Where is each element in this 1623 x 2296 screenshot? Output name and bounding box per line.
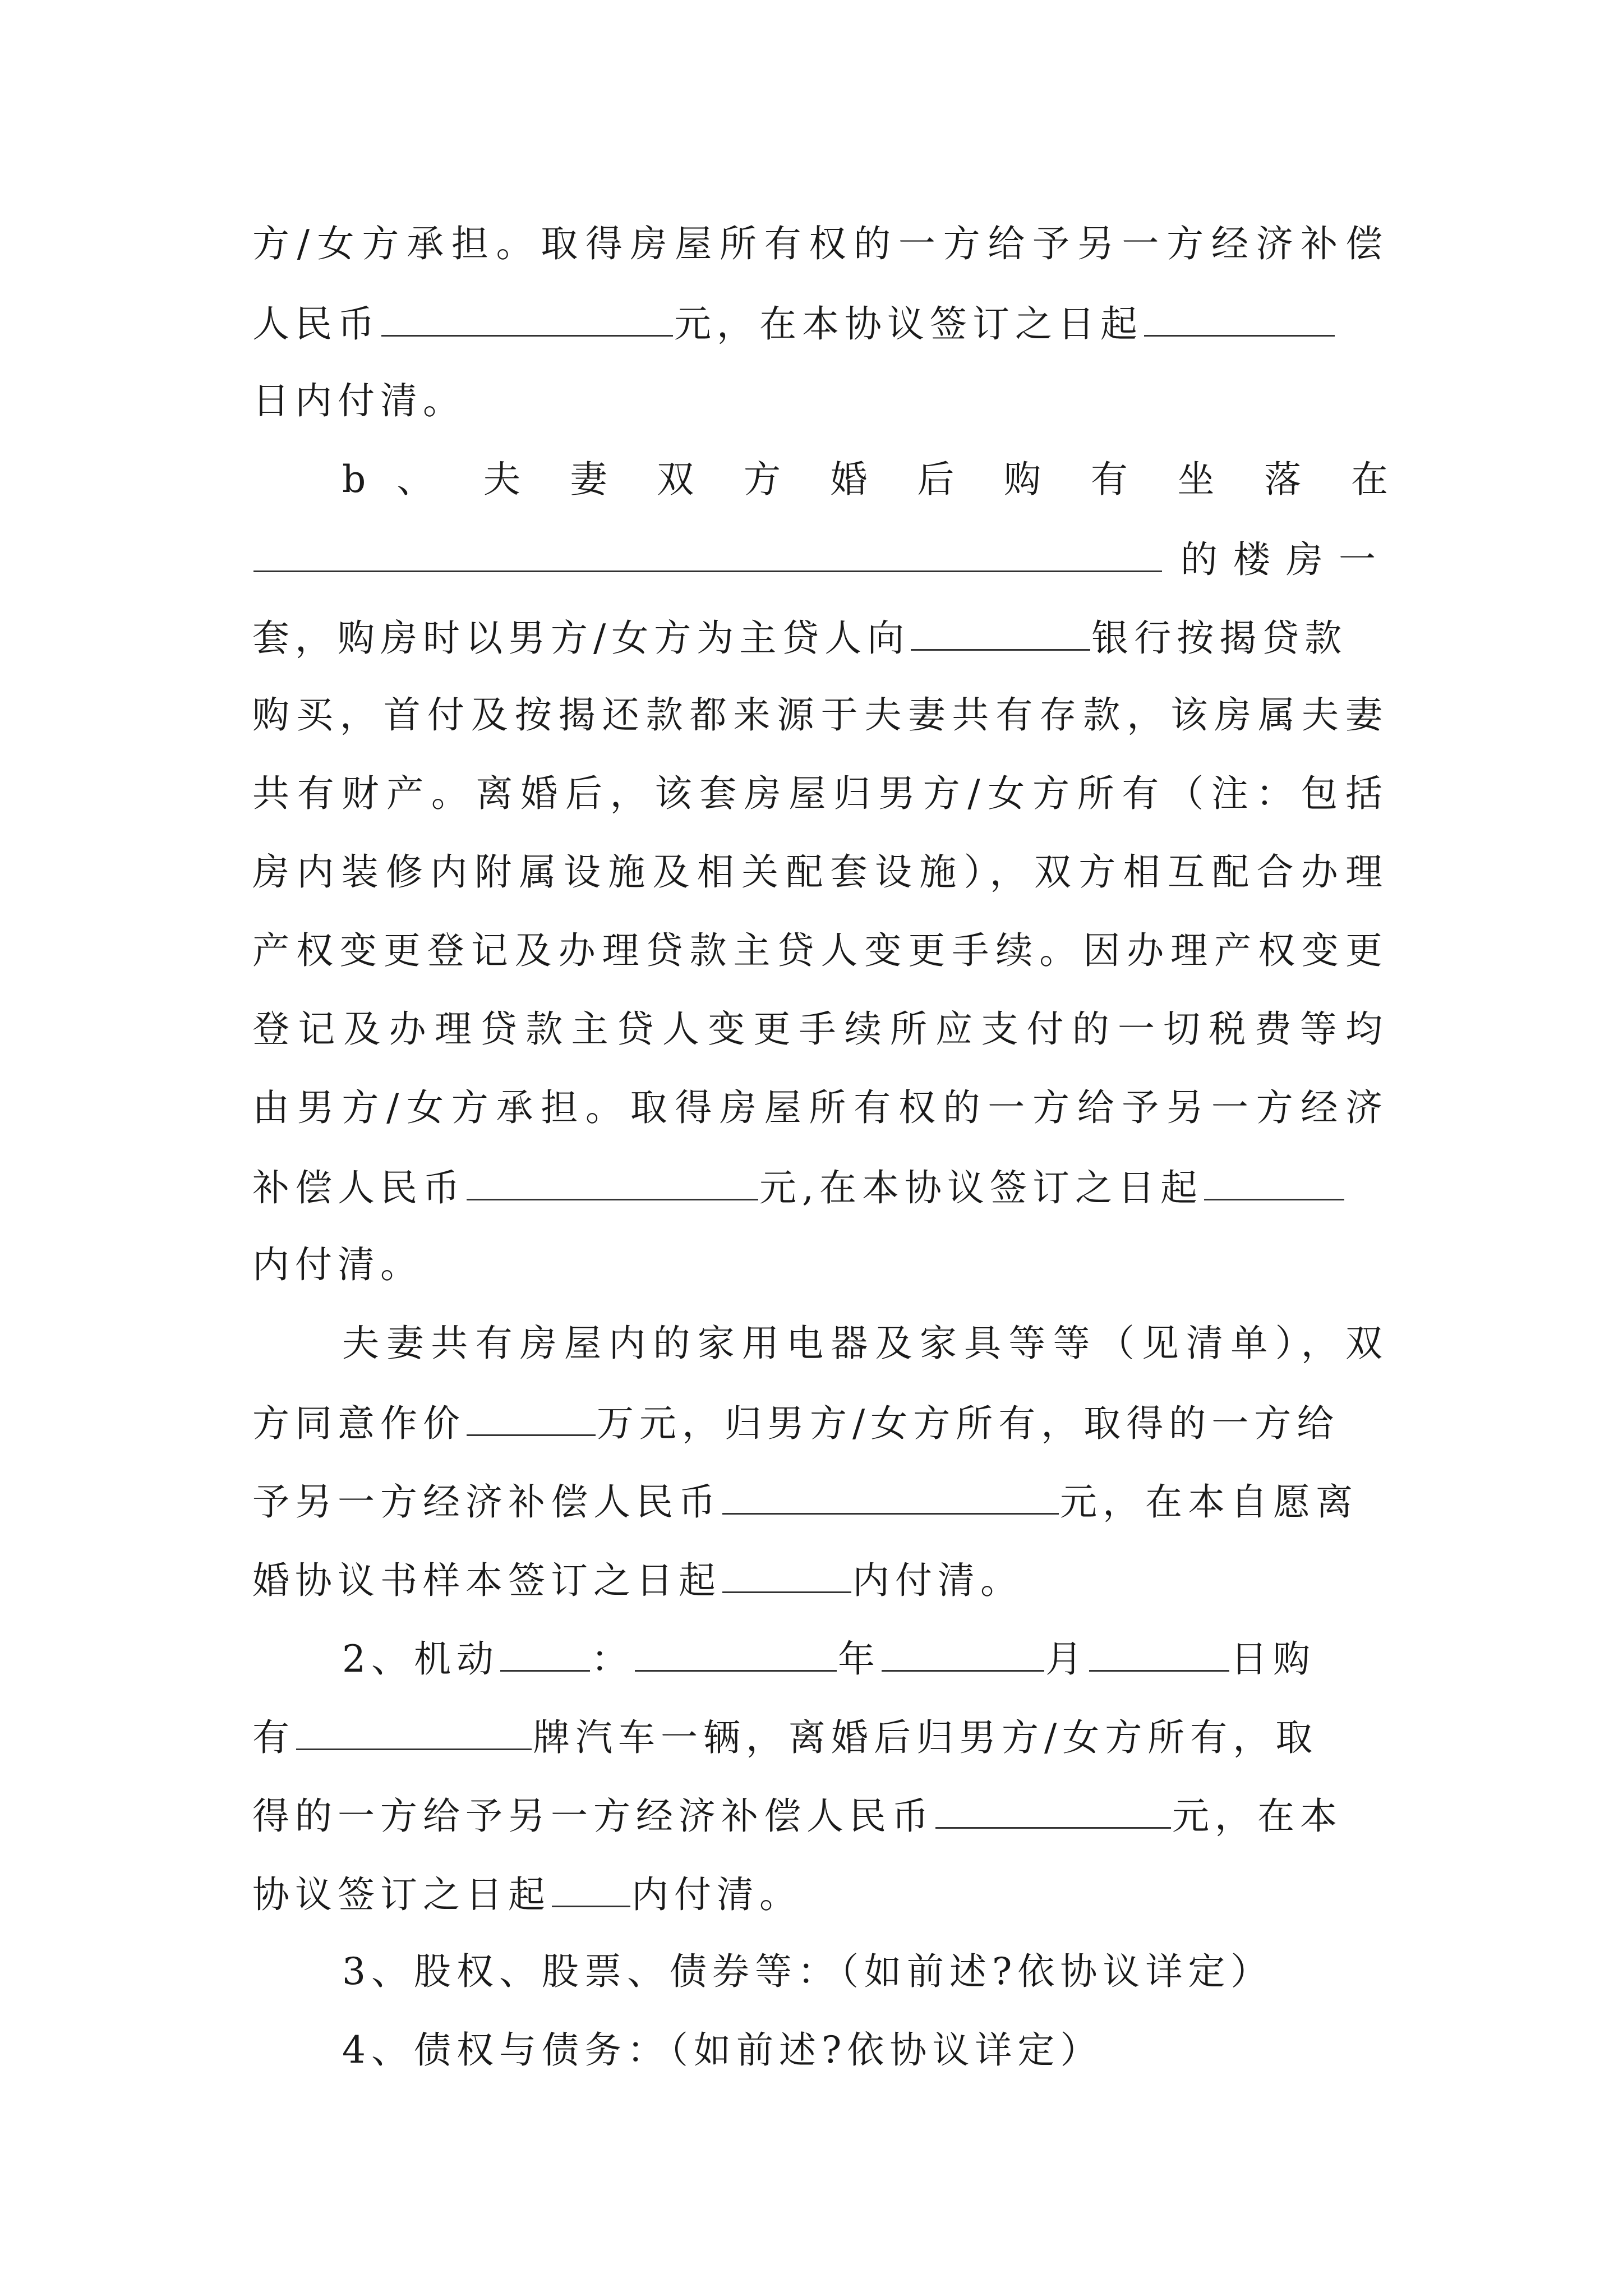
fill-blank <box>722 1478 1059 1515</box>
fill-blank <box>467 1400 596 1436</box>
fill-blank <box>1089 1635 1229 1672</box>
text-line: 登记及办理贷款主贷人变更手续所应支付的一切税费等均 <box>252 1007 1388 1051</box>
text-line: 内付清。 <box>252 1243 423 1286</box>
fill-blank <box>253 536 1162 572</box>
text-line: 有 牌汽车一辆，离婚后归男方/女方所有，取 <box>252 1714 1388 1760</box>
text-line: 予另一方经济补偿人民币 元，在本自愿离 <box>252 1478 1388 1525</box>
text-line: 产权变更登记及办理贷款主贷人变更手续。因办理产权变更 <box>252 929 1388 972</box>
text-line: 得的一方给予另一方经济补偿人民币 元，在本 <box>252 1792 1388 1839</box>
fill-blank <box>722 1557 851 1593</box>
text-line: 夫妻共有房屋内的家用电器及家具等等（见清单），双 <box>342 1322 1388 1365</box>
fill-blank <box>552 1871 630 1907</box>
text-line: 4、债权与债务：（如前述?依协议详定） <box>342 2028 1103 2072</box>
text-line: 日内付清。 <box>252 379 465 422</box>
fill-blank <box>911 614 1090 651</box>
fill-blank <box>1204 1164 1344 1200</box>
text-line: b 、 夫 妻 双 方 婚 后 购 有 坐 落 在 <box>342 458 1388 501</box>
fill-blank <box>381 300 673 337</box>
fill-blank <box>467 1164 758 1200</box>
fill-blank <box>500 1635 590 1672</box>
fill-blank <box>935 1792 1171 1829</box>
text-line: 3、股权、股票、债券等：（如前述?依协议详定） <box>342 1950 1274 1993</box>
text-line: 房内装修内附属设施及相关配套设施），双方相互配合办理 <box>252 850 1388 894</box>
text-line: 套，购房时以男方/女方为主贷人向 银行按揭贷款 <box>252 614 1388 661</box>
fill-blank <box>635 1635 837 1672</box>
text-line: 购买，首付及按揭还款都来源于夫妻共有存款，该房属夫妻 <box>252 693 1388 737</box>
text-line: 的楼房一 <box>252 536 1388 582</box>
text-line: 方/女方承担。取得房屋所有权的一方给予另一方经济补偿 <box>252 222 1388 265</box>
fill-blank <box>1144 300 1335 337</box>
fill-blank <box>882 1635 1044 1672</box>
text-line: 协议签订之日起 内付清。 <box>252 1871 1388 1917</box>
fill-blank <box>296 1714 532 1750</box>
text-line: 2、机动 ： 年 月 日购 <box>342 1635 1388 1682</box>
text-line: 人民币 元，在本协议签订之日起 <box>252 300 1388 347</box>
text-line: 方同意作价 万元，归男方/女方所有，取得的一方给 <box>252 1400 1388 1446</box>
text-line: 婚协议书样本签订之日起 内付清。 <box>252 1557 1388 1603</box>
text-line: 补偿人民币 元,在本协议签订之日起 <box>252 1164 1388 1211</box>
text-line: 由男方/女方承担。取得房屋所有权的一方给予另一方经济 <box>252 1086 1388 1129</box>
text-line: 共有财产。离婚后，该套房屋归男方/女方所有（注：包括 <box>252 772 1388 815</box>
